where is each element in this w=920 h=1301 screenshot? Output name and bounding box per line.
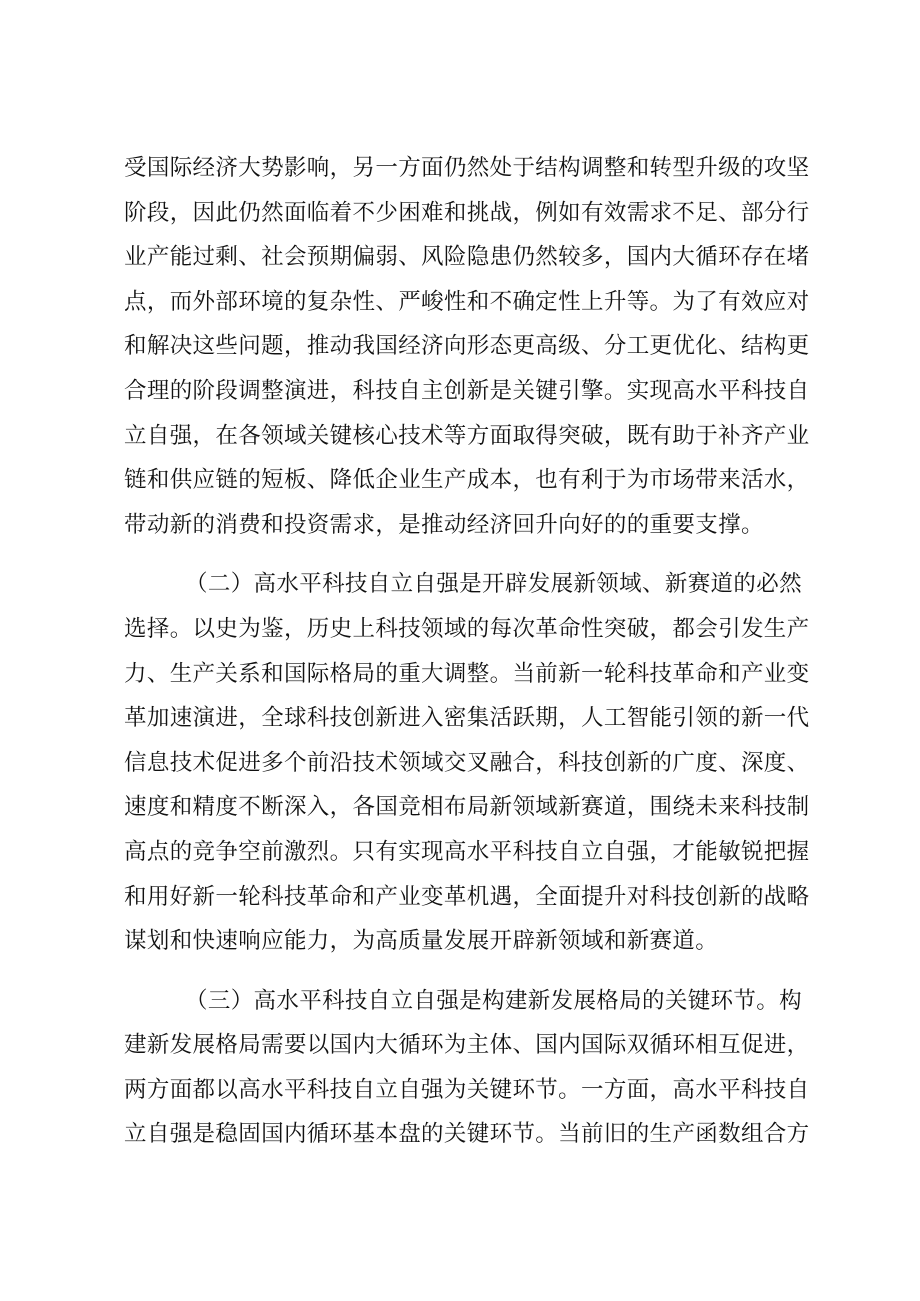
text-line: 信息技术促进多个前沿技术领域交叉融合，科技创新的广度、深度、 [124,749,810,776]
text-line: 带动新的消费和投资需求，是推动经济回升向好的的重要支撑。 [124,511,764,538]
body-text [124,146,824,1157]
text-line: 革加速演进，全球科技创新进入密集活跃期，人工智能引领的新一代 [124,705,810,732]
text-line: 选择。以史为鉴，历史上科技领域的每次革命性突破，都会引发生产 [124,615,810,642]
text-line: 和用好新一轮科技革命和产业变革机遇，全面提升对科技创新的战略 [124,883,810,910]
section-heading-line: （二）高水平科技自立自强是开辟发展新领域、新赛道的必然 [185,571,802,598]
text-line: 阶段，因此仍然面临着不少困难和挑战，例如有效需求不足、部分行 [124,199,810,226]
text-line: 点，而外部环境的复杂性、严峻性和不确定性上升等。为了有效应对 [124,288,810,315]
paragraph-gap [124,964,824,979]
section-heading-line: （三）高水平科技自立自强是构建新发展格局的关键环节。构 [185,987,802,1014]
text-line: 链和供应链的短板、降低企业生产成本，也有利于为市场带来活水， [124,467,810,494]
paragraph-gap [124,547,824,562]
text-line: 速度和精度不断深入，各国竞相布局新领域新赛道，围绕未来科技制 [124,794,810,821]
text-line: 受国际经济大势影响，另一方面仍然处于结构调整和转型升级的攻坚 [124,155,810,181]
text-line: 力、生产关系和国际格局的重大调整。当前新一轮科技革命和产业变 [124,660,810,687]
text-line: 谋划和快速响应能力，为高质量发展开辟新领域和新赛道。 [124,928,719,955]
text-line: 两方面都以高水平科技自立自强为关键环节。一方面，高水平科技自 [124,1076,810,1103]
text-line: 高点的竞争空前激烈。只有实现高水平科技自立自强，才能敏锐把握 [124,838,810,865]
text-line: 业产能过剩、社会预期偏弱、风险隐患仍然较多，国内大循环存在堵 [124,244,810,271]
text-line: 立自强是稳固国内循环基本盘的关键环节。当前旧的生产函数组合方 [124,1121,810,1148]
text-line: 立自强，在各领域关键核心技术等方面取得突破，既有助于补齐产业 [124,422,810,449]
text-line: 合理的阶段调整演进，科技自主创新是关键引擎。实现高水平科技自 [124,377,810,404]
text-line: 和解决这些问题，推动我国经济向形态更高级、分工更优化、结构更 [124,333,810,360]
text-line: 建新发展格局需要以国内大循环为主体、国内国际双循环相互促进， [124,1032,810,1059]
